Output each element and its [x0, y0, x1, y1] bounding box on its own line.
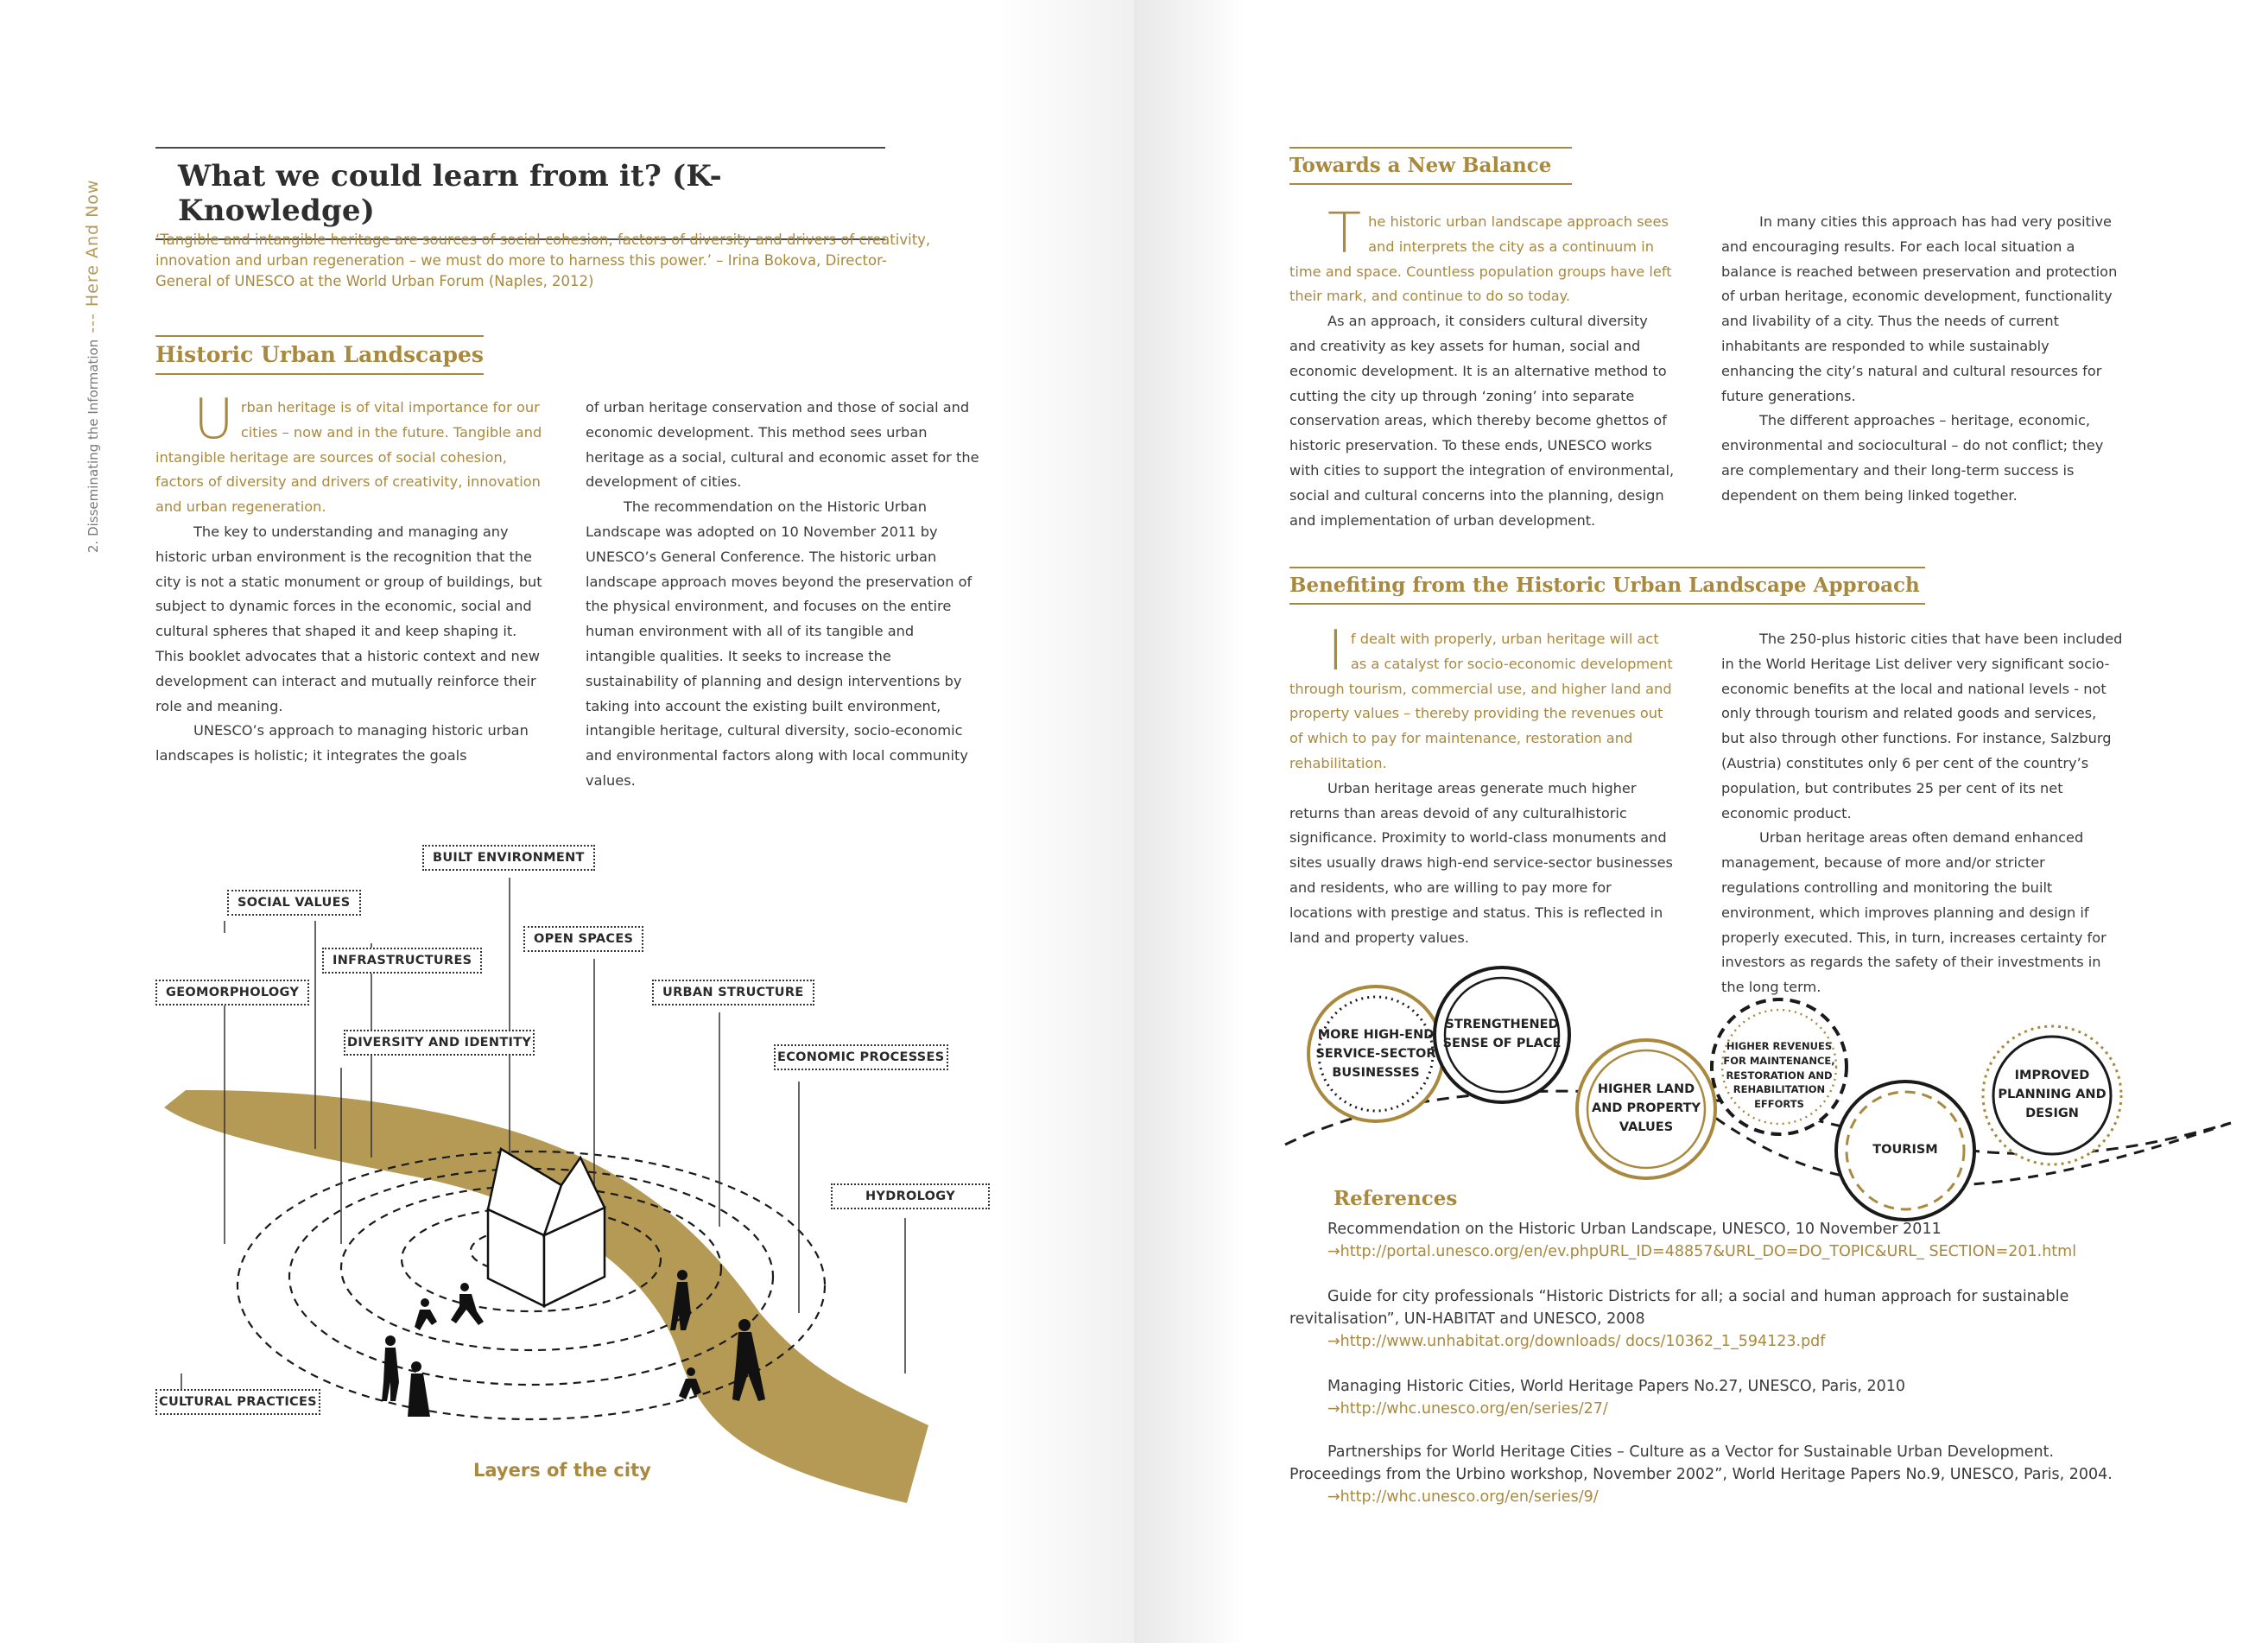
- benefits-column-2: [1721, 627, 2124, 1000]
- circle-label-land-values: [1580, 1063, 1713, 1156]
- paragraph: As an approach, it considers cultural diversity and creativity as key assets for human, social and economic development. It is an alternative method to cutting the city up through ‘zoning’ into separate conservation areas, which thereby become ghettos of historic preservation. To these ends, UNESCO works with cities to support the integration of environmental, social and cultural concerns into the planning, design and implementation of urban development.: [1289, 313, 1675, 529]
- lead-paragraph: he historic urban landscape approach sees and interprets the city as a continuum in time and space. Countless population groups have left their mark, and continue to do so today.: [1289, 213, 1672, 305]
- circle-label-planning-design: [1986, 1049, 2119, 1142]
- reference-item: [1289, 1218, 2119, 1263]
- label-infrastructures: INFRASTRUCTURES: [322, 948, 482, 974]
- running-head-title: Here And Now: [83, 179, 102, 314]
- dropcap-i: I: [1327, 619, 1344, 683]
- balance-column-2: [1721, 210, 2124, 509]
- heading-text: Benefiting from the Historic Urban Landscape Approach: [1289, 574, 1920, 597]
- circle-label-line: FOR MAINTENANCE,: [1723, 1054, 1835, 1067]
- label-built-environment: BUILT ENVIRONMENT: [422, 845, 595, 871]
- label-urban-structure: URBAN STRUCTURE: [652, 980, 814, 1005]
- circle-label-line: DESIGN: [2025, 1106, 2079, 1120]
- running-head-separator: ---: [83, 313, 102, 339]
- reference-item: [1289, 1375, 2119, 1420]
- circle-label-line: STRENGTHENED: [1445, 1018, 1559, 1032]
- references-heading: [1334, 1182, 1457, 1216]
- label-open-spaces: OPEN SPACES: [523, 926, 643, 952]
- paragraph: The key to understanding and managing any historic urban environment is the recognition that the city is not a static monument or group of buildings, but subject to dynamic forces in the economic, social and cultural spheres that shaped it and keep shaping it. This booklet advocates that a historic context and new development can interact and mutually reinforce their role and meaning.: [155, 523, 542, 714]
- circle-label-tourism: [1839, 1130, 1972, 1171]
- person-icon: [415, 1298, 437, 1330]
- lead-paragraph: rban heritage is of vital importance for our cities – now and in the future. Tangible and intangible heritage are sources of social cohesion, factors of diversity and drivers of creativity, innovation and urban regeneration.: [155, 399, 542, 516]
- circle-label-line: HIGHER LAND: [1597, 1082, 1695, 1097]
- paragraph: Urban heritage areas often demand enhanced management, because of more and/or stricter regulations controlling and monitoring the built environment, which improves planning and design if properly executed. This, in turn, increases certainty for investors as regards the safety of their investments in the long term.: [1721, 829, 2106, 996]
- label-geomorphology: GEOMORPHOLOGY: [155, 980, 309, 1005]
- reference-link[interactable]: →http://portal.unesco.org/en/ev.phpURL_ID=48857&URL_DO=DO_TOPIC&URL_ SECTION=201.html: [1327, 1243, 2077, 1260]
- gutter-shadow-right: [1134, 0, 1246, 1643]
- circle-label-line: RESTORATION AND: [1726, 1069, 1833, 1082]
- diagram-caption: Layers of the city: [473, 1460, 651, 1481]
- circle-label-line: AND PROPERTY: [1592, 1101, 1701, 1116]
- paragraph: In many cities this approach has had very positive and encouraging results. For each local situation a balance is reached between preservation and protection of urban heritage, economic development, functionality and livability of a city. Thus the needs of current inhabitants are responded to while sustainably enhancing the city’s natural and cultural resources for future generations.: [1721, 213, 2118, 404]
- reference-item: [1289, 1285, 2119, 1353]
- dropcap-u: U: [193, 388, 234, 452]
- heading-rule-bottom: [1289, 183, 1572, 185]
- heading-rule-bottom: [1289, 603, 1925, 605]
- reference-text: Partnerships for World Heritage Cities – Culture as a Vector for Sustainable Urban Development. Proceedings from the Urbino workshop, November 2002”, World Heritage Papers No.9, UNESCO, Paris, 2004.: [1289, 1443, 2113, 1483]
- circle-label-line: MORE HIGH-END: [1317, 1028, 1435, 1043]
- circle-label-line: IMPROVED: [2014, 1069, 2090, 1083]
- paragraph: UNESCO’s approach to managing historic urban landscapes is holistic; it integrates the goals: [155, 722, 529, 764]
- circle-label-line: EFFORTS: [1754, 1098, 1804, 1110]
- circle-label-line: SERVICE-SECTOR: [1315, 1047, 1436, 1062]
- reference-link[interactable]: →http://www.unhabitat.org/downloads/ docs/10362_1_594123.pdf: [1327, 1333, 1826, 1350]
- circle-label-sense-of-place: [1435, 993, 1568, 1076]
- paragraph: of urban heritage conservation and those of social and economic development. This method sees urban heritage as a social, cultural and economic asset for the development of cities.: [586, 399, 979, 491]
- circle-label-line: VALUES: [1619, 1120, 1674, 1134]
- circle-label-line: TOURISM: [1872, 1143, 1938, 1158]
- heading-text: References: [1334, 1187, 1458, 1210]
- paragraph: The 250-plus historic cities that have been included in the World Heritage List deliver very significant socio-economic benefits at the local and national levels - not only through tourism and related goods and services, but also through other functions. For instance, Salzburg (Austria) constitutes only 6 per cent of the country’s population, but contributes 25 per cent of its net economic product.: [1721, 631, 2123, 822]
- reference-item: [1289, 1441, 2119, 1508]
- balance-column-1: [1289, 202, 1675, 533]
- page-title: What we could learn from it? (K-Knowledge): [178, 159, 722, 228]
- label-cultural-practices: CULTURAL PRACTICES: [155, 1389, 320, 1415]
- person-icon: [382, 1335, 399, 1401]
- paragraph: Urban heritage areas generate much higher returns than areas devoid of any culturalhistoric significance. Proximity to world-class monuments and sites usually draws high-end service-sector businesses and residents, who are willing to pay more for locations with prestige and status. This is reflected in land and property values.: [1289, 779, 1673, 946]
- circle-label-line: REHABILITATION: [1733, 1083, 1826, 1096]
- reference-link[interactable]: →http://whc.unesco.org/en/series/9/: [1327, 1488, 1599, 1506]
- heading-text: Towards a New Balance: [1289, 154, 1552, 177]
- circle-label-higher-revenues: [1714, 1028, 1844, 1123]
- benefits-column-1: [1289, 619, 1675, 950]
- lead-paragraph: f dealt with properly, urban heritage will act as a catalyst for socio-economic development through tourism, commercial use, and higher land and property values – thereby providing the revenues out of which to pay for maintenance, restoration and rehabilitation.: [1289, 631, 1673, 771]
- label-diversity-identity: DIVERSITY AND IDENTITY: [344, 1030, 535, 1056]
- circle-label-high-end-business: [1309, 1005, 1442, 1104]
- label-hydrology: HYDROLOGY: [831, 1183, 990, 1209]
- paragraph: The recommendation on the Historic Urban Landscape was adopted on 10 November 2011 by UNESCO’s General Conference. The historic urban landscape approach moves beyond the preservation of the physical environment, and focuses on the entire human environment with all of its tangible and intangible qualities. It seeks to increase the sustainability of planning and design interventions by taking into account the existing built environment, intangible heritage, cultural diversity, socio-economic and environmental factors along with local community values.: [586, 498, 972, 789]
- reference-text: Recommendation on the Historic Urban Landscape, UNESCO, 10 November 2011: [1327, 1221, 1942, 1238]
- running-head-section: 2. Disseminating the Information: [86, 339, 101, 553]
- paragraph: The different approaches – heritage, economic, environmental and sociocultural – do not conflict; they are complementary and their long-term success is dependent on them being linked together.: [1721, 412, 2104, 504]
- circle-label-line: HIGHER REVENUES: [1726, 1040, 1833, 1053]
- epigraph-quote: ‘Tangible and intangible heritage are sources of social cohesion, factors of diversity and drivers of creativity, innovation and urban regeneration – we must do more to harness this power.’ – Irina Bokova, Director-General of UNESCO at the World Urban Forum (Naples, 2012): [155, 232, 931, 289]
- heading-towards-new-balance: [1289, 147, 1572, 185]
- dropcap-t: T: [1327, 202, 1362, 266]
- label-economic-processes: ECONOMIC PROCESSES: [774, 1044, 948, 1070]
- label-social-values: SOCIAL VALUES: [227, 890, 361, 916]
- heading-benefiting: [1289, 567, 1925, 605]
- reference-text: Managing Historic Cities, World Heritage Papers No.27, UNESCO, Paris, 2010: [1327, 1378, 1906, 1395]
- reference-link[interactable]: →http://whc.unesco.org/en/series/27/: [1327, 1400, 1608, 1418]
- circle-label-line: BUSINESSES: [1332, 1065, 1420, 1080]
- person-icon: [451, 1283, 484, 1325]
- circle-label-line: PLANNING AND: [1998, 1088, 2106, 1102]
- reference-text: Guide for city professionals “Historic Districts for all; a social and human approach for sustainable revitalisation”, UN-HABITAT and UNESCO, 2008: [1289, 1288, 2069, 1328]
- heading-text: Historic Urban Landscapes: [155, 342, 484, 367]
- circle-label-line: SENSE OF PLACE: [1442, 1037, 1562, 1050]
